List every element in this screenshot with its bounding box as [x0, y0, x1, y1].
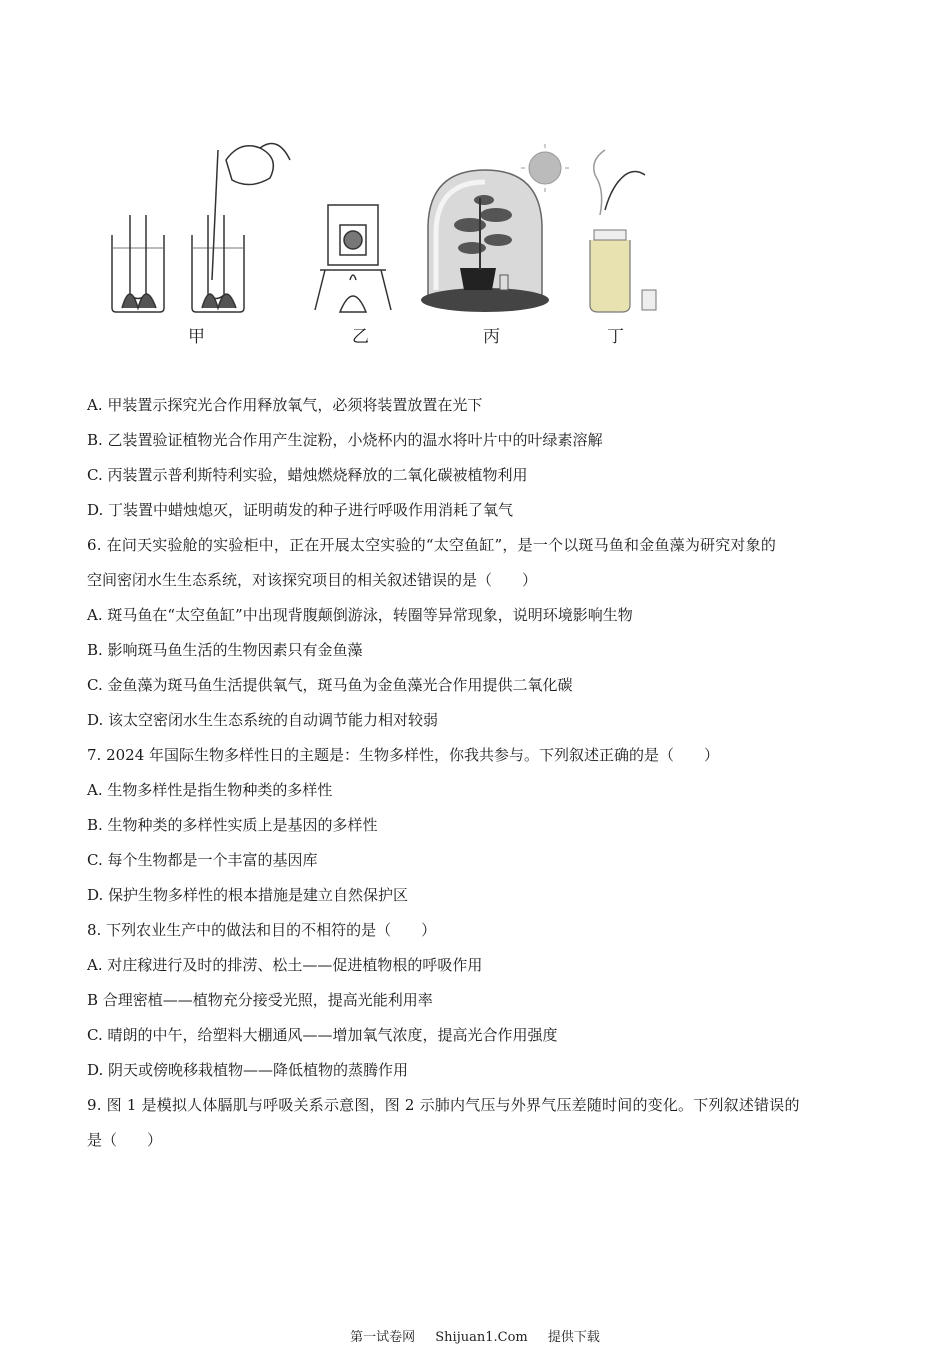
- footer-download-text: 提供下载: [547, 1330, 600, 1345]
- apparatus-ding: [590, 150, 656, 312]
- q8-option-c: C. 晴朗的中午，给塑料大棚通风——增加氧气浓度，提高光合作用强度: [87, 1026, 558, 1044]
- q7-option-c: C. 每个生物都是一个丰富的基因库: [87, 851, 318, 869]
- q6-option-b: B. 影响斑马鱼生活的生物因素只有金鱼藻: [87, 641, 363, 659]
- figure-label-ding: 丁: [607, 327, 624, 347]
- q9-stem-line2: 是（ ）: [87, 1131, 163, 1149]
- figure-label-yi: 乙: [352, 327, 369, 347]
- q8-option-d: D. 阴天或傍晚移栽植物——降低植物的蒸腾作用: [87, 1061, 409, 1079]
- q6-option-a: A. 斑马鱼在“太空鱼缸”中出现背腹颠倒游泳，转圈等异常现象，说明环境影响生物: [87, 606, 633, 624]
- experiment-illustration: [100, 130, 680, 360]
- footer-site-name: 第一试卷网: [350, 1330, 416, 1345]
- q5-option-a: A. 甲装置示探究光合作用释放氧气，必须将装置放置在光下: [87, 396, 483, 414]
- q6-option-c: C. 金鱼藻为斑马鱼生活提供氧气，斑马鱼为金鱼藻光合作用提供二氧化碳: [87, 676, 573, 694]
- q7-stem: 7. 2024 年国际生物多样性日的主题是：生物多样性，你我共参与。下列叙述正确的是（ ）: [87, 746, 720, 764]
- apparatus-jia: [112, 144, 290, 312]
- page-footer: [0, 1326, 950, 1345]
- q7-option-a: A. 生物多样性是指生物种类的多样性: [87, 781, 333, 799]
- q8-option-b: B 合理密植——植物充分接受光照，提高光能利用率: [87, 991, 433, 1009]
- q7-option-b: B. 生物种类的多样性实质上是基因的多样性: [87, 816, 378, 834]
- question-text: [87, 388, 877, 1158]
- apparatus-bing: [421, 144, 569, 312]
- q6-stem-line1: 6. 在问天实验舱的实验柜中，正在开展太空实验的“太空鱼缸”，是一个以斑马鱼和金鱼藻为研究对象的: [87, 536, 777, 554]
- q9-stem-line1: 9. 图 1 是模拟人体膈肌与呼吸关系示意图，图 2 示肺内气压与外界气压差随时间的变化。下列叙述错误的: [87, 1096, 800, 1114]
- q8-stem: 8. 下列农业生产中的做法和目的不相符的是（ ）: [87, 921, 437, 939]
- q6-stem-line2: 空间密闭水生生态系统，对该探究项目的相关叙述错误的是（ ）: [87, 571, 538, 589]
- footer-site-url: Shijuan1.Com: [435, 1330, 528, 1345]
- q6-option-d: D. 该太空密闭水生生态系统的自动调节能力相对较弱: [87, 711, 439, 729]
- q7-option-d: D. 保护生物多样性的根本措施是建立自然保护区: [87, 886, 409, 904]
- q8-option-a: A. 对庄稼进行及时的排涝、松土——促进植物根的呼吸作用: [87, 956, 483, 974]
- apparatus-yi: [315, 205, 391, 312]
- q5-option-b: B. 乙装置验证植物光合作用产生淀粉，小烧杯内的温水将叶片中的叶绿素溶解: [87, 431, 603, 449]
- q5-option-c: C. 丙装置示普利斯特利实验，蜡烛燃烧释放的二氧化碳被植物利用: [87, 466, 528, 484]
- q5-option-d: D. 丁装置中蜡烛熄灭，证明萌发的种子进行呼吸作用消耗了氧气: [87, 501, 514, 519]
- figure-label-bing: 丙: [483, 327, 500, 347]
- figure-label-jia: 甲: [188, 327, 205, 347]
